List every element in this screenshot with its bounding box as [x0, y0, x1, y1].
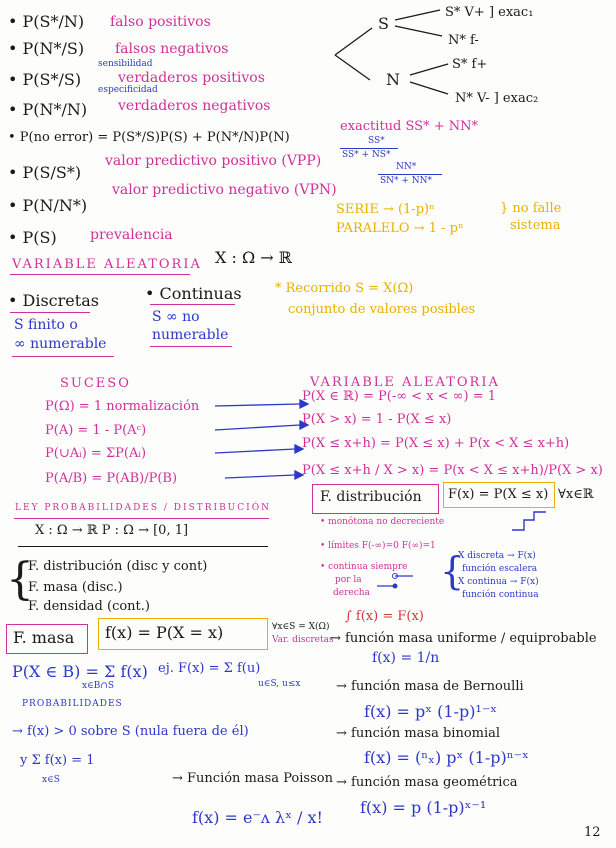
vpn-fraction-bar: [378, 174, 442, 175]
fdist-cases-brace: {: [440, 549, 465, 593]
suceso-right-1: P(X > x) = 1 - P(X ≤ x): [302, 412, 452, 427]
va-title-underline: [10, 274, 190, 275]
tree-n-bot: N* V- ] exac₂: [455, 91, 539, 106]
probs-title: PROBABILIDADES: [22, 699, 123, 709]
series-note-2: sistema: [510, 218, 561, 233]
ley-brace: {: [6, 554, 34, 605]
vpn-num: NN*: [396, 162, 417, 172]
vpp-label: valor predictivo positivo (VPP): [105, 153, 322, 169]
continuas-desc-1: S ∞ no: [152, 309, 200, 325]
func-poisson-formula: f(x) = e⁻ᴧ λˣ / x!: [192, 808, 323, 827]
func-geometric-name: → función masa geométrica: [336, 775, 518, 790]
tree-root-s: S: [378, 14, 389, 33]
prevalence-formula: • P(S): [8, 228, 57, 247]
ley-item-1: F. masa (disc.): [28, 580, 123, 595]
fmasa-ej-sub: u∈S, u≤x: [258, 679, 301, 689]
suceso-left-0: P(Ω) = 1 normalización: [45, 399, 200, 414]
func-uniform-name: → función masa uniforme / equiprobable: [330, 631, 597, 646]
func-geometric-formula: f(x) = p (1-p)ˣ⁻¹: [360, 798, 487, 817]
func-bernoulli-name: → función masa de Bernoulli: [336, 679, 524, 694]
continuas-desc-underline: [150, 346, 232, 347]
tree-s-top: S* V+ ] exac₁: [445, 5, 534, 20]
discretas-desc-underline: [12, 356, 114, 357]
fmasa-cond-2-sub: x∈S: [42, 775, 60, 785]
rate-fn: • P(N*/S): [8, 39, 85, 58]
suceso-left-2: P(∪Aᵢ) = ΣP(Aᵢ): [45, 446, 147, 461]
fdist-formula: F(x) = P(X ≤ x): [448, 487, 549, 502]
continuas-desc-2: numerable: [152, 327, 229, 343]
vpn-formula: • P(N/N*): [8, 196, 88, 215]
suceso-arrows: [210, 395, 310, 490]
recorrido-label: * Recorrido S = X(Ω): [275, 281, 414, 296]
exactitud-label: exactitud SS* + NN*: [340, 119, 478, 134]
suceso-title: SUCESO: [60, 376, 131, 391]
fdist-prop-3: por la: [335, 575, 362, 585]
vpp-formula: • P(S/S*): [8, 163, 82, 182]
tree-root-n: N: [386, 70, 400, 89]
suceso-left-3: P(A/B) = P(AB)/P(B): [45, 471, 178, 486]
especificidad-note: especificidad: [98, 85, 158, 95]
discretas-label: • Discretas: [8, 291, 99, 310]
fmasa-formula: f(x) = P(X = x): [105, 623, 224, 642]
vpn-label: valor predictivo negativo (VPN): [112, 182, 337, 198]
func-poisson-name: → Función masa Poisson: [172, 771, 333, 786]
suceso-left-1: P(A) = 1 - P(Aᶜ): [45, 423, 147, 438]
rate-fn-label: falsos negativos: [115, 41, 229, 57]
continuas-underline: [150, 304, 235, 305]
suceso-right-2: P(X ≤ x+h) = P(X ≤ x) + P(x < X ≤ x+h): [302, 436, 570, 451]
fdist-prop-2: • continua siempre: [320, 562, 408, 572]
func-uniform-formula: f(x) = 1/n: [372, 650, 440, 666]
fdist-forall: ∀x∈ℝ: [558, 487, 594, 502]
fmasa-prob: P(X ∈ B) = Σ f(x): [12, 662, 148, 681]
fmasa-ej: ej. F(x) = Σ f(u): [158, 661, 261, 676]
right-continuity-sketch: [375, 570, 415, 592]
fmasa-cond-1: → f(x) > 0 sobre S (nula fuera de él): [12, 724, 249, 739]
fmasa-prob-sub: x∈B∩S: [82, 681, 115, 691]
discretas-desc-1: S finito o: [14, 317, 78, 333]
no-error-formula: • P(no error) = P(S*/S)P(S) + P(N*/N)P(N): [8, 130, 290, 145]
rate-vp-label: verdaderos positivos: [118, 70, 265, 86]
fdist-case-2: X continua → F(x): [458, 577, 539, 587]
fdist-prop-1: • límites F(-∞)=0 F(∞)=1: [320, 541, 436, 551]
tree-n-top: S* f+: [452, 57, 488, 72]
discretas-underline: [10, 312, 90, 313]
vpp-fraction-bar: [340, 148, 398, 149]
series-note-1: } no falle: [500, 201, 562, 216]
rate-vn-label: verdaderos negativos: [118, 98, 271, 114]
va-title: VARIABLE ALEATORIA: [12, 257, 202, 272]
vpp-den: SS* + NS*: [342, 150, 391, 160]
step-function-sketch: [510, 508, 550, 534]
fmasa-note: Var. discretas: [272, 635, 334, 645]
rate-fp-label: falso positivos: [110, 14, 211, 30]
fdist-case-1: función escalera: [462, 564, 538, 574]
rate-vn: • P(N*/N): [8, 100, 88, 119]
suceso-right-0: P(X ∈ ℝ) = P(-∞ < x < ∞) = 1: [302, 389, 497, 404]
paralelo-formula: PARALELO → 1 - pⁿ: [336, 221, 464, 236]
fdist-case-3: función continua: [462, 590, 539, 600]
discretas-desc-2: ∞ numerable: [14, 336, 107, 352]
fdist-title: F. distribución: [320, 489, 422, 505]
page-number: 12: [584, 825, 601, 840]
tree-s-bot: N* f-: [448, 33, 479, 48]
sum-integral-note: ∫ f(x) = F(x): [345, 609, 424, 624]
vpp-num: SS*: [368, 136, 385, 146]
fdist-prop-4: derecha: [333, 588, 370, 598]
ley-def: X : Ω → ℝ P : Ω → [0, 1]: [35, 523, 189, 538]
ley-item-2: F. densidad (cont.): [28, 599, 150, 614]
func-binomial-formula: f(x) = (ⁿₓ) pˣ (1-p)ⁿ⁻ˣ: [364, 748, 529, 767]
ley-title: LEY PROBABILIDADES / DISTRIBUCIÓN: [15, 503, 271, 513]
rate-vp: • P(S*/S): [8, 70, 82, 89]
va-def: X : Ω → ℝ: [215, 248, 293, 267]
prevalence-label: prevalencia: [90, 227, 173, 243]
fdist-case-0: X discreta → F(x): [458, 551, 536, 561]
continuas-label: • Continuas: [145, 284, 242, 303]
func-bernoulli-formula: f(x) = pˣ (1-p)¹⁻ˣ: [364, 702, 498, 721]
fdist-prop-0: • monótona no decreciente: [320, 517, 445, 527]
vpn-den: SN* + NN*: [380, 176, 433, 186]
serie-formula: SERIE → (1-p)ⁿ: [336, 202, 435, 217]
suceso-va-title: VARIABLE ALEATORIA: [310, 375, 500, 390]
recorrido-desc: conjunto de valores posibles: [288, 302, 476, 317]
suceso-right-3: P(X ≤ x+h / X > x) = P(x < X ≤ x+h)/P(X > x): [302, 463, 603, 478]
ley-title-underline: [14, 518, 269, 519]
fmasa-cond-2: y Σ f(x) = 1: [20, 753, 95, 768]
ley-def-underline: [18, 546, 268, 547]
rate-fp: • P(S*/N): [8, 12, 85, 31]
sensibilidad-note: sensibilidad: [98, 59, 153, 69]
fmasa-title: F. masa: [13, 628, 75, 647]
fmasa-forall: ∀x∈S = X(Ω): [272, 622, 330, 632]
ley-item-0: F. distribución (disc y cont): [28, 559, 208, 574]
func-binomial-name: → función masa binomial: [336, 726, 501, 741]
